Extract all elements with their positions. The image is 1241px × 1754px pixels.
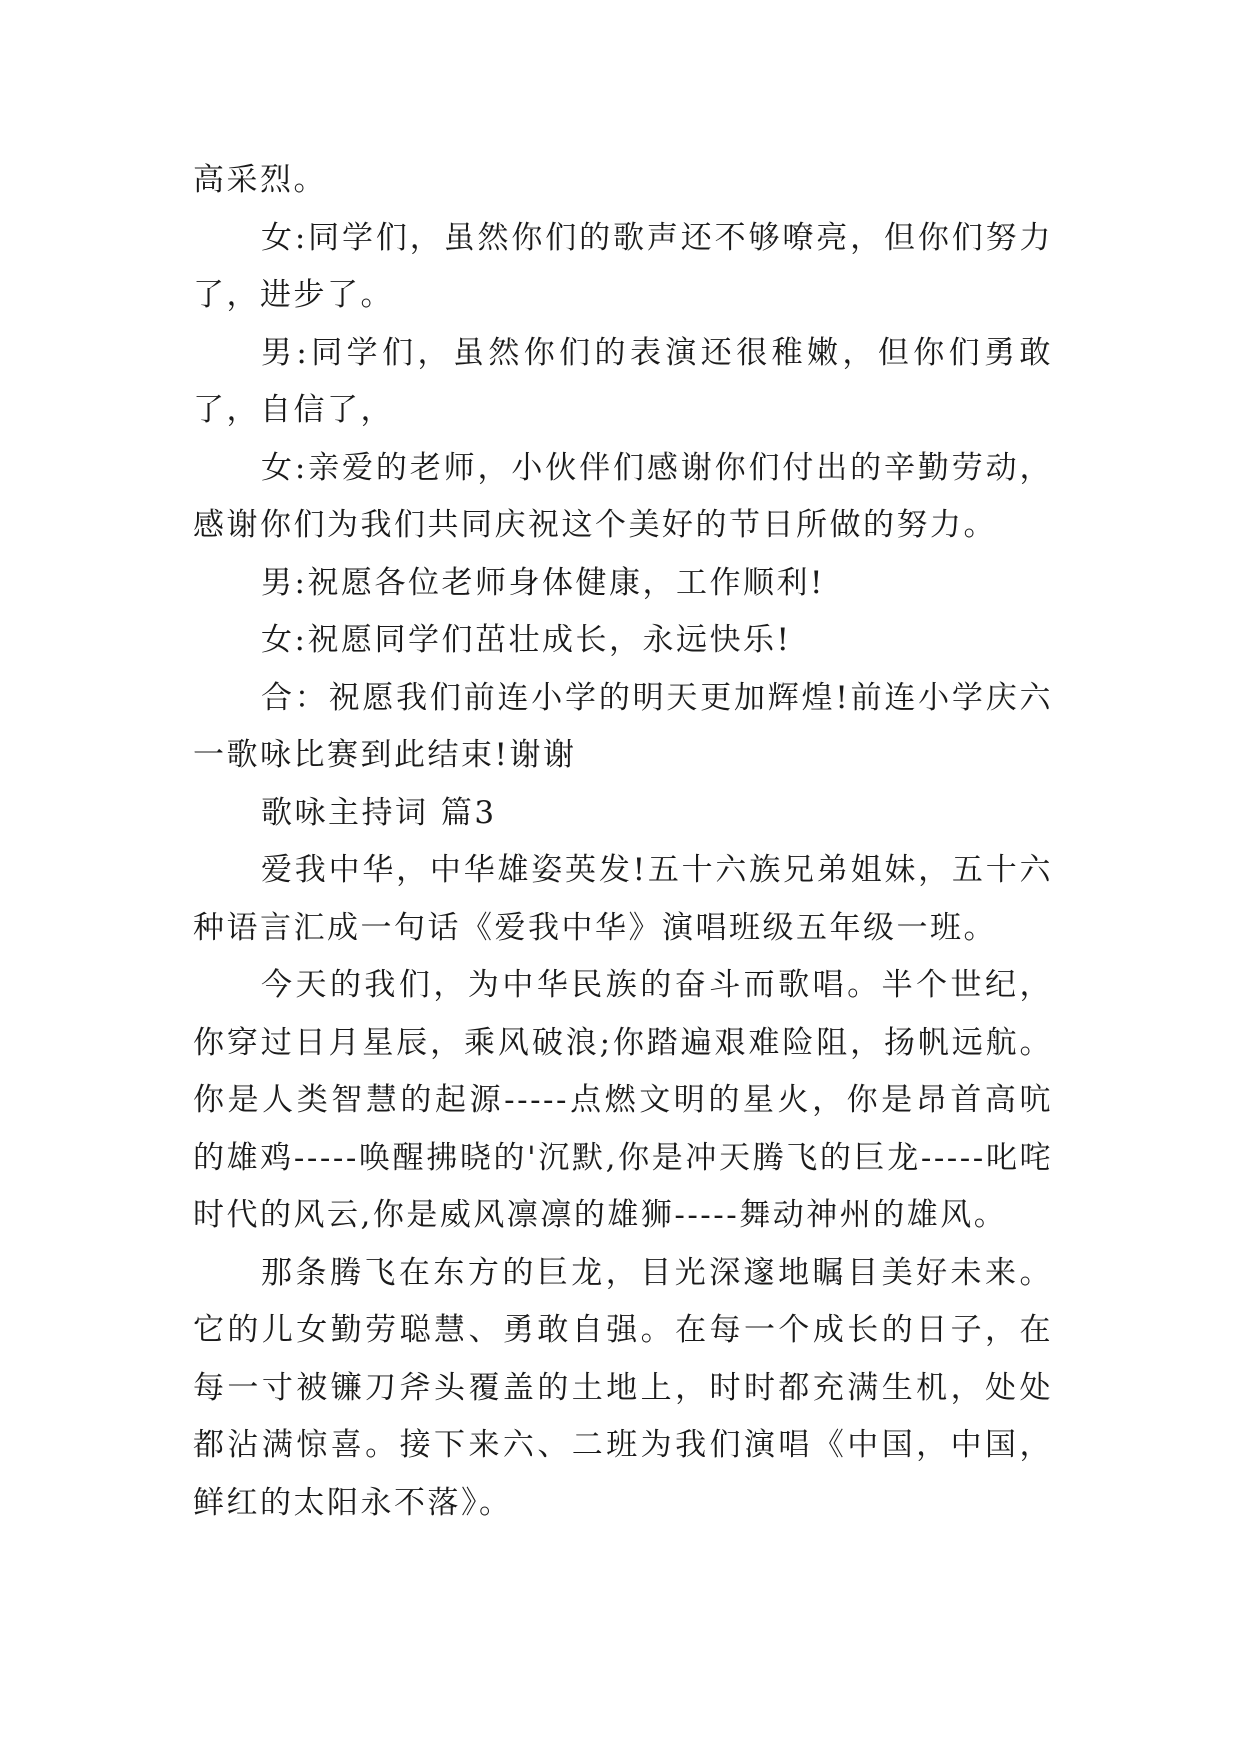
paragraph: 女:同学们，虽然你们的歌声还不够嘹亮，但你们努力了，进步了。 xyxy=(193,219,1053,313)
paragraph: 女:亲爱的老师，小伙伴们感谢你们付出的辛勤劳动，感谢你们为我们共同庆祝这个美好的节日所做的努力。 xyxy=(193,449,1053,543)
paragraph: 男:同学们，虽然你们的表演还很稚嫩，但你们勇敢了，自信了， xyxy=(193,334,1053,428)
paragraph: 爱我中华，中华雄姿英发!五十六族兄弟姐妹，五十六种语言汇成一句话《爱我中华》演唱班级五年级一班。 xyxy=(193,852,1053,946)
paragraph: 女:祝愿同学们茁壮成长，永远快乐! xyxy=(261,622,792,658)
paragraph: 那条腾飞在东方的巨龙，目光深邃地瞩目美好未来。它的儿女勤劳聪慧、勇敢自强。在每一个成长的日子，在每一寸被镰刀斧头覆盖的土地上，时时都充满生机，处处都沾满惊喜。接下来六、二班为我们演唱《中国，中国，鲜红的太阳永不落》。 xyxy=(193,1254,1053,1521)
paragraph: 男:祝愿各位老师身体健康，工作顺利! xyxy=(261,564,825,601)
section-heading: 歌咏主持词 篇3 xyxy=(261,794,497,831)
document-body xyxy=(193,152,1053,1532)
paragraph: 今天的我们，为中华民族的奋斗而歌唱。半个世纪，你穿过日月星辰，乘风破浪;你踏遍艰难险阻，扬帆远航。你是人类智慧的起源-----点燃文明的星火，你是昂首高吭的雄鸡-----唤醒拂晓的'沉默,你是冲天腾飞的巨龙-----叱咤时代的风云,你是威风凛凛的雄狮-----舞动神州的雄风。 xyxy=(193,967,1053,1233)
paragraph: 高采烈。 xyxy=(193,162,327,198)
paragraph: 合：祝愿我们前连小学的明天更加辉煌!前连小学庆六一歌咏比赛到此结束!谢谢 xyxy=(193,679,1053,773)
